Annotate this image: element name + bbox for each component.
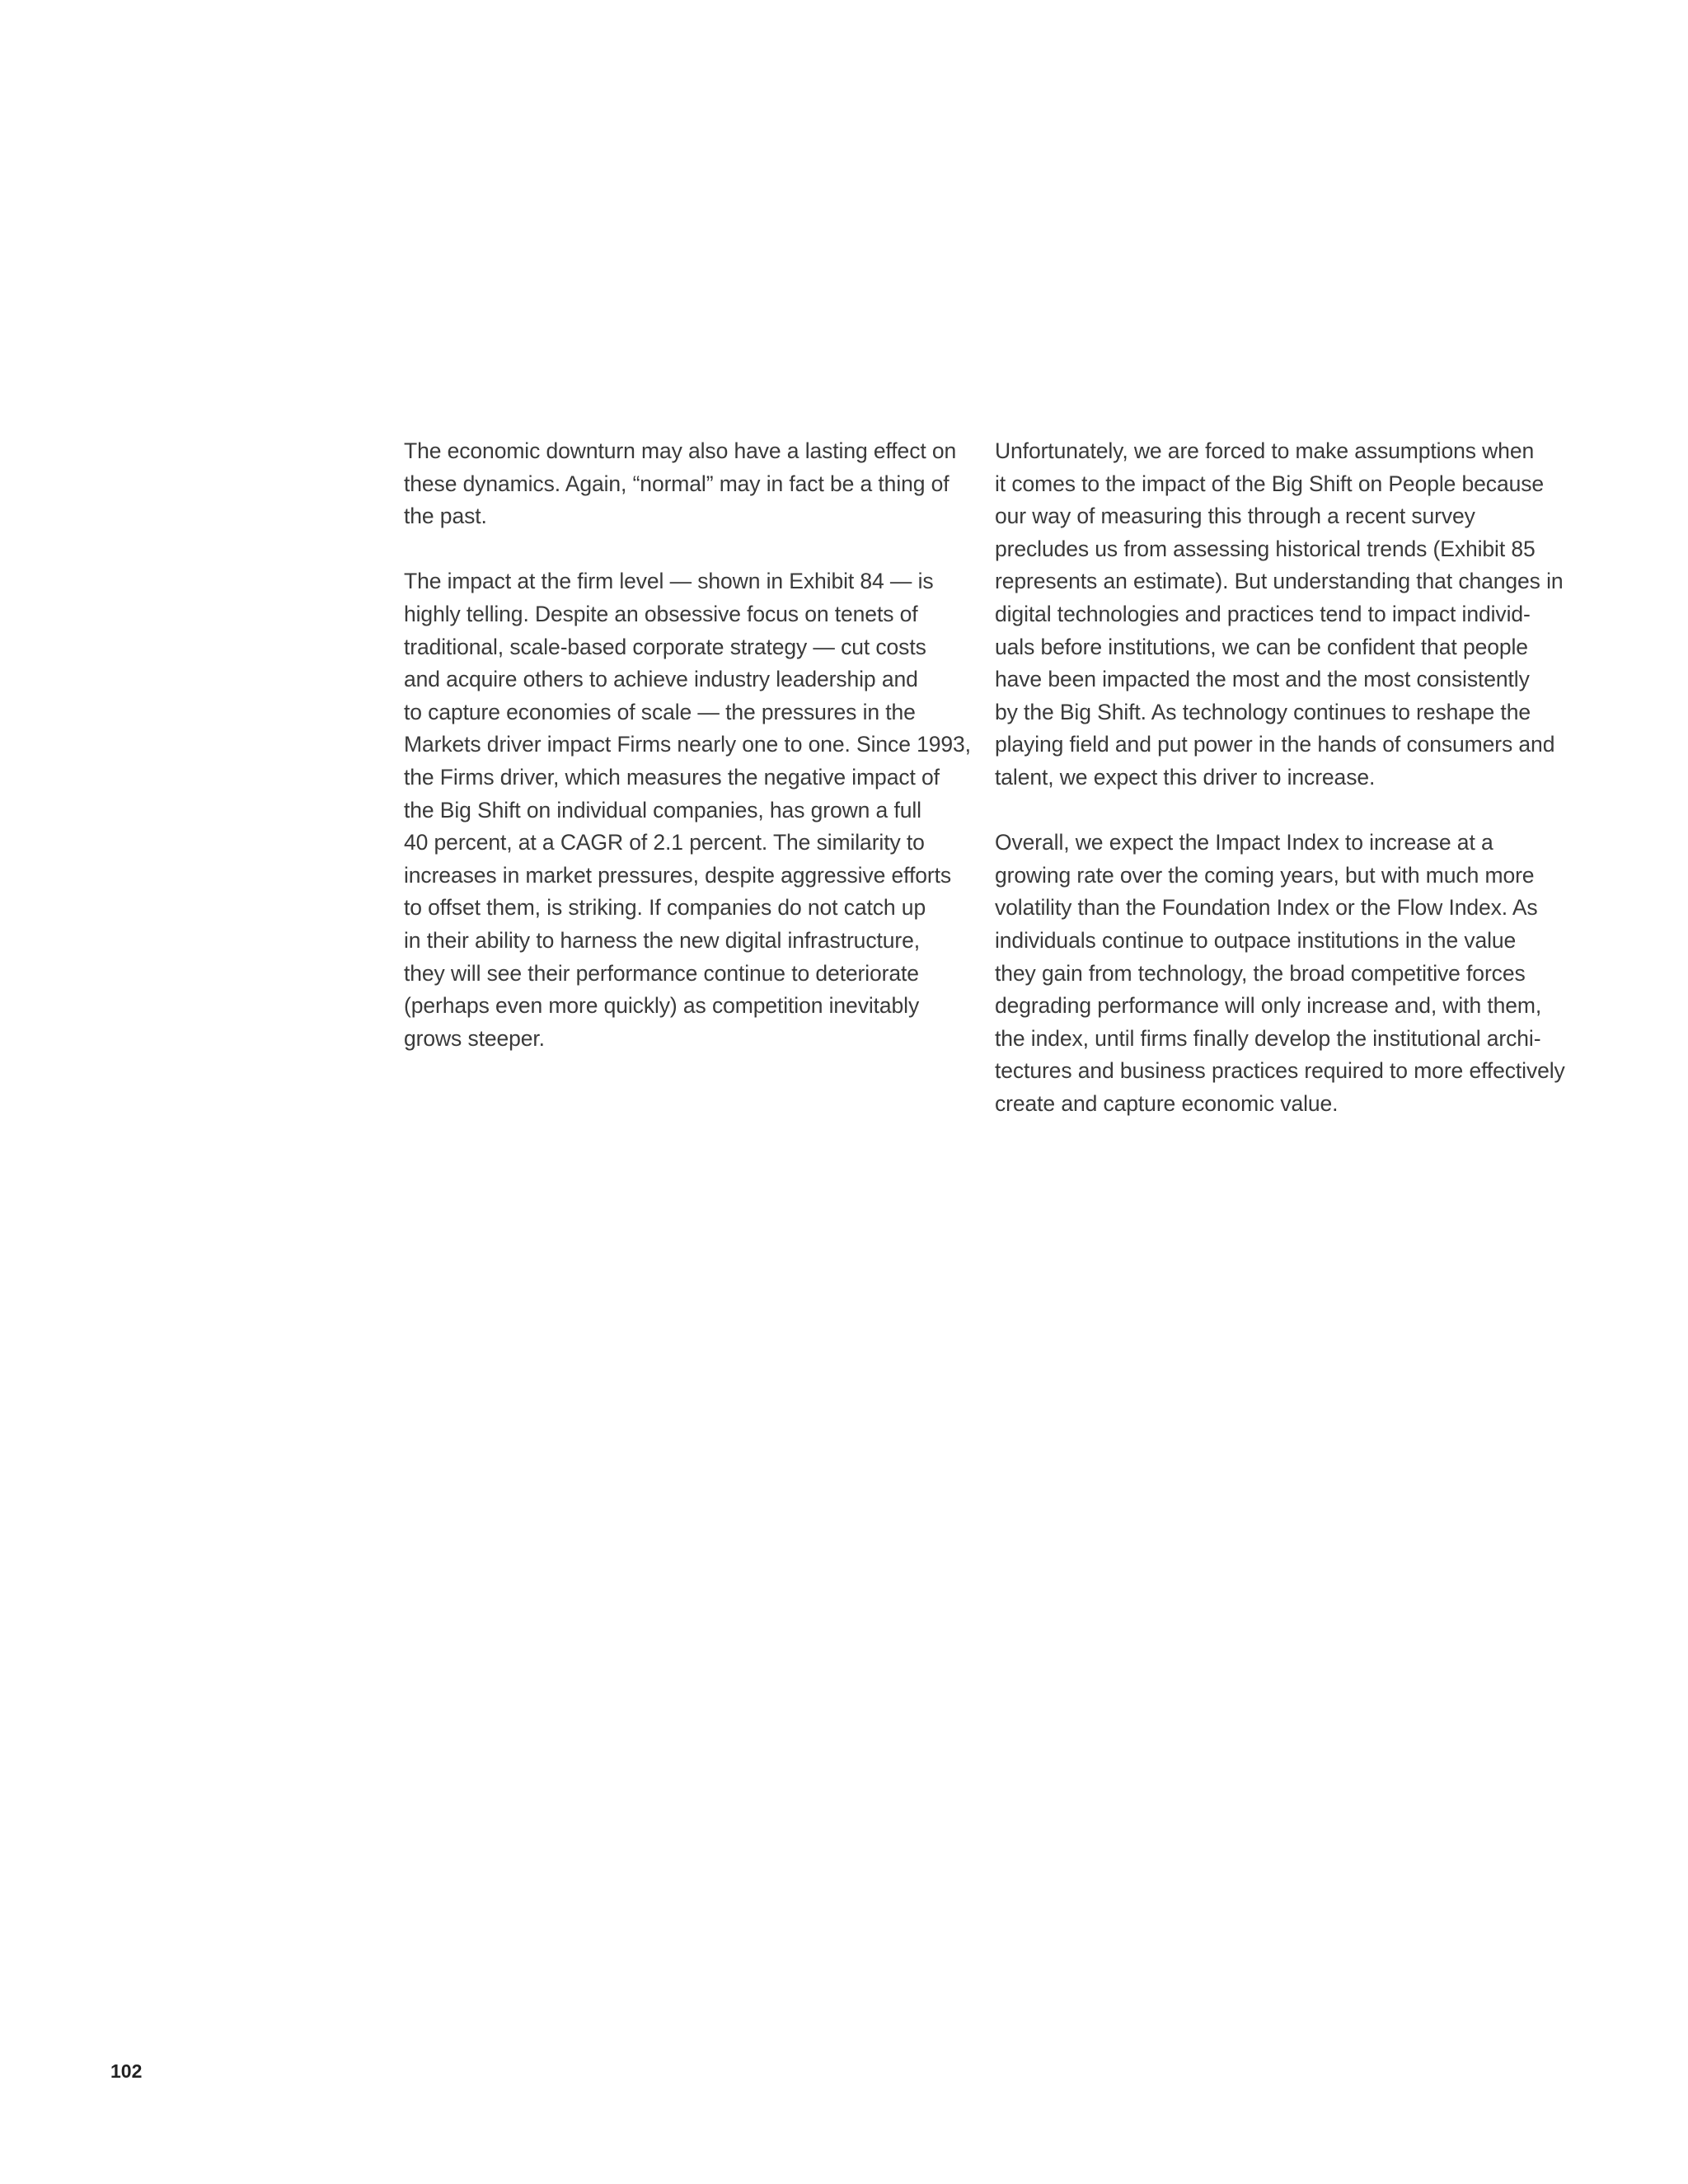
text-line: talent, we expect this driver to increase. (995, 764, 1376, 790)
text-line: these dynamics. Again, “normal” may in fact be a thing of (404, 471, 950, 496)
text-line: playing field and put power in the hands of consumers and (995, 732, 1555, 757)
text-line: the Big Shift on individual companies, has grown a full (404, 797, 921, 823)
text-line: The impact at the firm level — shown in Exhibit 84 — is (404, 569, 934, 594)
text-line: highly telling. Despite an obsessive focus on tenets of (404, 601, 918, 626)
text-line: create and capture economic value. (995, 1090, 1339, 1116)
paragraph (995, 827, 1565, 1120)
text-line: traditional, scale-based corporate strategy — cut costs (404, 634, 926, 659)
text-line: individuals continue to outpace institutions in the value (995, 927, 1517, 953)
text-line: it comes to the impact of the Big Shift on People because (995, 471, 1545, 496)
text-line: in their ability to harness the new digital infrastructure, (404, 927, 920, 953)
right-text-column (995, 435, 1565, 1153)
text-line: The economic downturn may also have a lasting effect on (404, 438, 957, 463)
text-line: Unfortunately, we are forced to make assumptions when (995, 438, 1535, 463)
text-line: the index, until firms finally develop the institutional archi- (995, 1025, 1541, 1051)
text-line: grows steeper. (404, 1025, 545, 1051)
text-line: and acquire others to achieve industry leadership and (404, 667, 918, 692)
left-text-column (404, 435, 971, 1088)
text-line: degrading performance will only increase and, with them, (995, 993, 1542, 1019)
text-line: by the Big Shift. As technology continues to reshape the (995, 699, 1531, 724)
paragraph (404, 565, 971, 1055)
text-line: have been impacted the most and the most consistently (995, 667, 1530, 692)
paragraph (995, 435, 1564, 794)
text-line: digital technologies and practices tend to impact individ- (995, 601, 1531, 626)
text-line: increases in market pressures, despite aggressive efforts (404, 862, 951, 888)
text-line: uals before institutions, we can be confident that people (995, 634, 1528, 659)
text-line: Overall, we expect the Impact Index to increase at a (995, 830, 1493, 855)
page-number: 102 (110, 2060, 143, 2082)
text-line: our way of measuring this through a recent survey (995, 504, 1475, 529)
text-line: represents an estimate). But understanding that changes in (995, 569, 1564, 594)
paragraph (404, 435, 960, 533)
text-line: Markets driver impact Firms nearly one to one. Since 1993, (404, 732, 971, 757)
text-line: growing rate over the coming years, but with much more (995, 862, 1535, 888)
text-line: they gain from technology, the broad competitive forces (995, 960, 1526, 986)
text-line: 40 percent, at a CAGR of 2.1 percent. The similarity to (404, 830, 925, 855)
text-line: to offset them, is striking. If companies do not catch up (404, 895, 926, 921)
text-line: precludes us from assessing historical trends (Exhibit 85 (995, 536, 1536, 561)
text-line: they will see their performance continue to deteriorate (404, 960, 919, 986)
text-line: tectures and business practices required to more effectively (995, 1058, 1565, 1084)
text-line: the Firms driver, which measures the negative impact of (404, 764, 940, 790)
text-line: volatility than the Foundation Index or the Flow Index. As (995, 895, 1538, 921)
text-line: (perhaps even more quickly) as competition inevitably (404, 993, 920, 1019)
text-line: the past. (404, 504, 487, 529)
text-line: to capture economies of scale — the pressures in the (404, 699, 916, 724)
